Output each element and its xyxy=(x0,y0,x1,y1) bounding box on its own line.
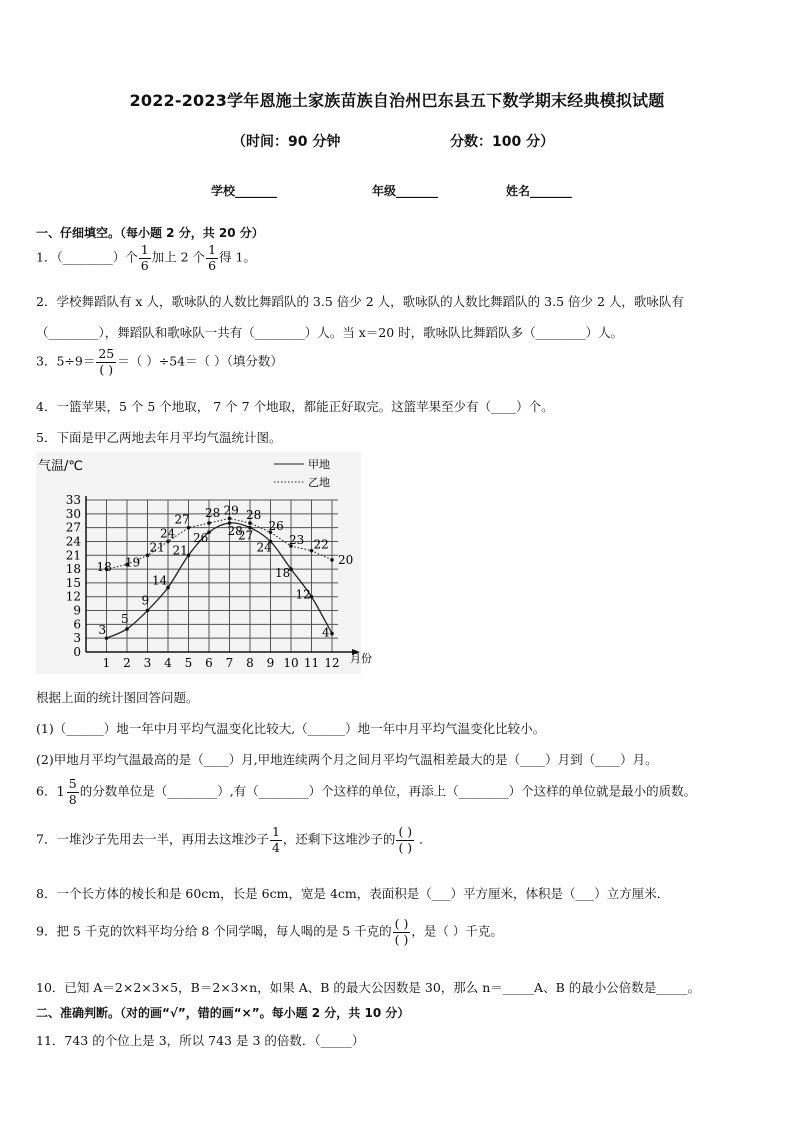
page-title: 2022-2023学年恩施土家族苗族自治州巴东县五下数学期末经典模拟试题 xyxy=(129,91,665,110)
data-label: 24 xyxy=(256,540,272,555)
question-7 xyxy=(36,826,432,854)
q6-mixed-number xyxy=(56,778,79,806)
q1-fraction-2 xyxy=(206,244,218,272)
data-label: 29 xyxy=(223,503,239,518)
data-label: 28 xyxy=(246,508,262,523)
data-label: 12 xyxy=(295,587,311,602)
q7-f2-denominator: ( ) xyxy=(398,839,413,855)
x-axis-title: 月份 xyxy=(350,652,372,665)
question-2-line-1: 2．学校舞蹈队有 x 人，歌咏队的人数比舞蹈队的 3.5 倍少 2 人，歌咏队的人数比舞蹈队的 3.5 倍少 2 人，歌咏队有 xyxy=(36,294,684,309)
question-5-1: (1)（______）地一年中月平均气温变化比较大,（______）地一年中月平均气温变化比较小。 xyxy=(36,721,546,736)
question-4: 4．一篮苹果，5 个 5 个地取， 7 个 7 个地取，都能正好取完。这篮苹果至少有（____）个。 xyxy=(36,399,554,414)
y-tick-label: 33 xyxy=(65,493,81,507)
x-tick-label: 1 xyxy=(102,656,111,670)
x-tick-label: 10 xyxy=(283,656,299,670)
data-label: 22 xyxy=(313,537,329,552)
x-tick-label: 8 xyxy=(246,656,254,670)
school-field[interactable]: 学校_______ xyxy=(211,184,278,198)
x-tick-label: 3 xyxy=(143,656,152,670)
q6-text-b: 的分数单位是（________）,有（________）个这样的单位，再添上（________）个这样的单位就是最小的质数。 xyxy=(79,783,697,799)
q6-numerator: 5 xyxy=(68,776,77,791)
chart-svg xyxy=(36,452,372,674)
data-label: 26 xyxy=(268,519,284,534)
x-tick-label: 5 xyxy=(184,656,193,670)
x-tick-label: 6 xyxy=(205,656,213,670)
temperature-line-chart xyxy=(36,452,372,674)
data-label: 28 xyxy=(205,506,221,521)
q9-text-a: 9．把 5 千克的饮料平均分给 8 个同学喝，每人喝的是 5 千克的 xyxy=(36,923,392,939)
q7-f1-denominator: 4 xyxy=(271,839,280,855)
section-1-heading: 一、仔细填空。（每小题 2 分，共 20 分） xyxy=(36,226,264,240)
x-tick-label: 2 xyxy=(123,656,131,670)
question-5: 5．下面是甲乙两地去年月平均气温统计图。 xyxy=(36,430,282,445)
q7-text-a: 7．一堆沙子先用去一半，再用去这堆沙子 xyxy=(36,831,269,847)
q7-f1-numerator: 1 xyxy=(271,824,280,839)
data-label: 14 xyxy=(152,573,168,588)
q1-text-a: 1．（________）个 xyxy=(36,249,138,265)
x-tick-label: 12 xyxy=(324,656,340,670)
legend-label-1: 甲地 xyxy=(308,458,330,471)
data-point xyxy=(125,627,129,631)
q1-fraction-1 xyxy=(139,244,151,272)
name-field[interactable]: 姓名_______ xyxy=(506,184,573,198)
data-label: 20 xyxy=(338,552,354,567)
data-label: 18 xyxy=(96,560,112,575)
q1-f1-numerator: 1 xyxy=(140,242,149,257)
x-tick-label: 7 xyxy=(225,656,234,670)
q7-text-b: ，还剩下这堆沙子的 xyxy=(282,831,396,847)
question-9 xyxy=(36,918,503,946)
data-point xyxy=(207,521,211,525)
data-label: 27 xyxy=(238,528,254,543)
data-label: 18 xyxy=(275,566,291,581)
q7-fraction-1 xyxy=(270,826,282,854)
question-10: 10．已知 A＝2×2×3×5，B＝2×3×n，如果 A、B 的最大公因数是 30，那么 n＝_____A、B 的最小公倍数是_____。 xyxy=(36,980,700,995)
data-label: 21 xyxy=(149,540,165,555)
data-label: 24 xyxy=(160,526,176,541)
data-point xyxy=(330,558,334,562)
data-label: 23 xyxy=(289,533,305,548)
q1-text-c: 得 1。 xyxy=(219,249,256,265)
q3-fraction xyxy=(96,348,116,376)
exam-score: 分数：100 分） xyxy=(450,134,555,150)
legend-label-2: 乙地 xyxy=(308,476,330,489)
q3-denominator: ( ) xyxy=(99,361,114,377)
question-3 xyxy=(36,348,283,376)
q1-f2-numerator: 1 xyxy=(208,242,217,257)
y-tick-label: 3 xyxy=(73,631,81,646)
y-axis-title: 气温/℃ xyxy=(38,459,83,474)
y-tick-label: 9 xyxy=(73,603,81,618)
y-tick-label: 6 xyxy=(73,617,81,632)
data-label: 19 xyxy=(125,555,141,570)
y-tick-label: 15 xyxy=(65,575,81,590)
q7-f2-numerator: ( ) xyxy=(398,824,413,839)
q3-text-b: ＝（ ）÷54＝（ ）（填分数） xyxy=(117,353,283,369)
question-11: 11．743 的个位上是 3，所以 743 是 3 的倍数．（_____） xyxy=(36,1033,365,1048)
data-label: 26 xyxy=(193,531,209,546)
data-label: 5 xyxy=(121,611,129,626)
q7-fraction-2 xyxy=(396,826,414,854)
x-tick-label: 4 xyxy=(164,656,172,670)
y-tick-label: 21 xyxy=(65,548,81,563)
data-label: 21 xyxy=(172,543,188,558)
question-8: 8．一个长方体的棱长和是 60cm，长是 6cm，宽是 4cm，表面积是（___）平方厘米，体积是（___）立方厘米． xyxy=(36,886,670,901)
q1-f2-denominator: 6 xyxy=(208,257,217,273)
y-tick-label: 0 xyxy=(73,645,81,659)
q3-text-a: 3．5÷9＝ xyxy=(36,353,96,369)
q6-fraction xyxy=(67,778,79,806)
q9-denominator: ( ) xyxy=(394,931,409,947)
x-tick-label: 9 xyxy=(266,656,275,670)
y-tick-label: 27 xyxy=(65,520,81,535)
data-point xyxy=(330,632,334,636)
q6-denominator: 8 xyxy=(68,791,77,807)
q1-text-b: 加上 2 个 xyxy=(151,249,206,265)
data-label: 3 xyxy=(98,623,107,638)
q6-whole: 1 xyxy=(56,784,65,800)
question-5-2: (2)甲地月平均气温最高的是（____）月,甲地连续两个月之间月平均气温相差最大的是（____）月到（____）月。 xyxy=(36,752,658,767)
data-label: 27 xyxy=(174,512,190,527)
y-tick-label: 18 xyxy=(65,562,81,577)
q6-text-a: 6． xyxy=(36,783,57,799)
data-label: 4 xyxy=(322,625,330,640)
q3-numerator: 25 xyxy=(98,346,115,361)
y-tick-label: 12 xyxy=(65,589,81,604)
q1-f1-denominator: 6 xyxy=(140,257,149,273)
grade-field[interactable]: 年级_______ xyxy=(372,184,439,198)
x-tick-label: 11 xyxy=(303,656,320,670)
y-tick-label: 24 xyxy=(65,534,81,549)
question-5-prompt: 根据上面的统计图回答问题。 xyxy=(36,690,199,705)
q9-numerator: ( ) xyxy=(394,916,409,931)
question-6 xyxy=(36,778,696,806)
question-1 xyxy=(36,244,256,272)
question-2-line-2: （________），舞蹈队和歌咏队一共有（________）人。当 x＝20 时，歌咏队比舞蹈队多（________）人。 xyxy=(36,325,624,340)
exam-time: （时间：90 分钟 xyxy=(232,134,341,150)
q9-fraction xyxy=(393,918,411,946)
section-2-heading: 二、准确判断。（对的画“√”，错的画“×”。每小题 2 分，共 10 分） xyxy=(36,1006,410,1020)
q9-text-b: ，是（ ）千克。 xyxy=(411,923,503,939)
y-tick-label: 30 xyxy=(65,506,81,521)
data-label: 28 xyxy=(227,524,243,539)
q7-text-c: ． xyxy=(415,831,432,847)
data-label: 9 xyxy=(141,593,150,608)
data-point xyxy=(146,609,150,613)
